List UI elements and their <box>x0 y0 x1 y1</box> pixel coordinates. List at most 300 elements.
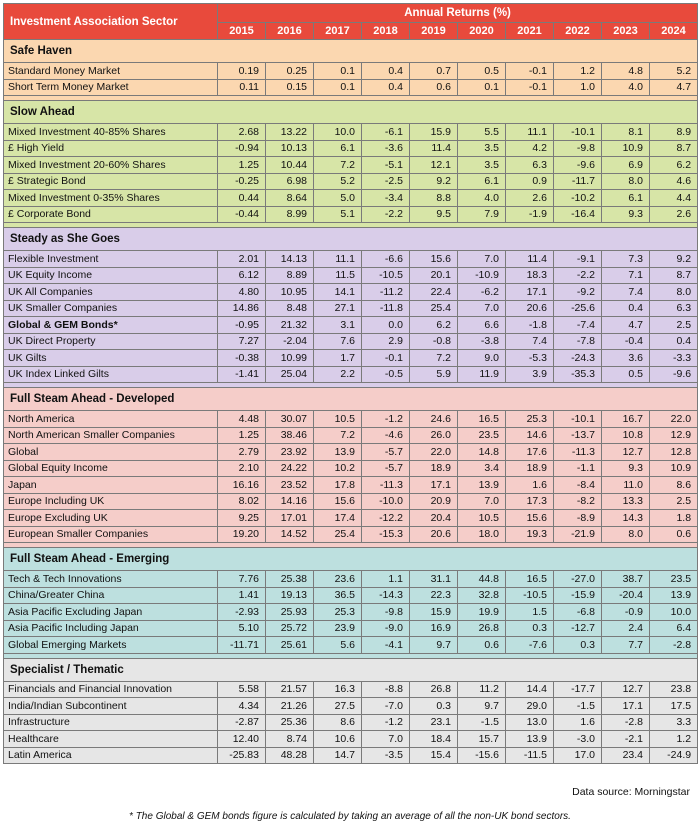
return-value-cell: -10.1 <box>554 411 602 428</box>
return-value-cell: -0.25 <box>218 173 266 190</box>
sector-name: China/Greater China <box>4 587 218 604</box>
return-value-cell: 4.80 <box>218 284 266 301</box>
return-value-cell: 13.3 <box>602 493 650 510</box>
return-value-cell: -6.2 <box>458 284 506 301</box>
year-header: 2018 <box>362 23 410 40</box>
table-row <box>4 526 698 543</box>
return-value-cell: 0.5 <box>458 63 506 80</box>
return-value-cell: -1.5 <box>458 714 506 731</box>
return-value-cell: 8.6 <box>314 714 362 731</box>
table-row <box>4 587 698 604</box>
sector-name: Global <box>4 444 218 461</box>
return-value-cell: 2.5 <box>650 493 698 510</box>
return-value-cell: 17.4 <box>314 510 362 527</box>
sector-name: North American Smaller Companies <box>4 427 218 444</box>
return-value-cell: 5.9 <box>410 366 458 383</box>
section-header-row <box>4 388 698 411</box>
return-value-cell: 14.13 <box>266 251 314 268</box>
return-value-cell: 13.0 <box>506 714 554 731</box>
sector-name: Mixed Investment 40-85% Shares <box>4 124 218 141</box>
return-value-cell: 3.3 <box>650 714 698 731</box>
sector-name: Short Term Money Market <box>4 79 218 96</box>
return-value-cell: 5.6 <box>314 637 362 654</box>
year-header: 2024 <box>650 23 698 40</box>
return-value-cell: 9.3 <box>602 460 650 477</box>
return-value-cell: 2.79 <box>218 444 266 461</box>
return-value-cell: -5.1 <box>362 157 410 174</box>
return-value-cell: -0.1 <box>506 63 554 80</box>
return-value-cell: 10.8 <box>602 427 650 444</box>
return-value-cell: -11.3 <box>362 477 410 494</box>
return-value-cell: -1.9 <box>506 206 554 223</box>
return-value-cell: 20.1 <box>410 267 458 284</box>
return-value-cell: 18.9 <box>410 460 458 477</box>
return-value-cell: -21.9 <box>554 526 602 543</box>
return-value-cell: 15.6 <box>410 251 458 268</box>
return-value-cell: 23.5 <box>650 571 698 588</box>
return-value-cell: 14.1 <box>314 284 362 301</box>
table-row <box>4 460 698 477</box>
return-value-cell: 8.6 <box>650 477 698 494</box>
return-value-cell: -9.6 <box>554 157 602 174</box>
return-value-cell: 4.48 <box>218 411 266 428</box>
table-row <box>4 747 698 764</box>
return-value-cell: 25.4 <box>410 300 458 317</box>
return-value-cell: 8.02 <box>218 493 266 510</box>
return-value-cell: 1.2 <box>554 63 602 80</box>
return-value-cell: 3.6 <box>602 350 650 367</box>
return-value-cell: 7.2 <box>314 427 362 444</box>
return-value-cell: 8.0 <box>650 284 698 301</box>
return-value-cell: -14.3 <box>362 587 410 604</box>
sector-name: Standard Money Market <box>4 63 218 80</box>
return-value-cell: 11.5 <box>314 267 362 284</box>
year-header: 2023 <box>602 23 650 40</box>
table-row <box>4 190 698 207</box>
return-value-cell: 25.38 <box>266 571 314 588</box>
sector-name: UK Index Linked Gilts <box>4 366 218 383</box>
return-value-cell: -0.44 <box>218 206 266 223</box>
return-value-cell: -11.7 <box>554 173 602 190</box>
return-value-cell: -13.7 <box>554 427 602 444</box>
return-value-cell: 7.6 <box>314 333 362 350</box>
year-header: 2015 <box>218 23 266 40</box>
return-value-cell: 10.95 <box>266 284 314 301</box>
return-value-cell: 1.25 <box>218 157 266 174</box>
return-value-cell: 0.6 <box>650 526 698 543</box>
return-value-cell: 0.7 <box>410 63 458 80</box>
return-value-cell: 26.8 <box>458 620 506 637</box>
return-value-cell: -8.8 <box>362 681 410 698</box>
annual-returns-header: Annual Returns (%) <box>218 4 698 23</box>
sector-name: UK Smaller Companies <box>4 300 218 317</box>
return-value-cell: 5.2 <box>650 63 698 80</box>
table-row <box>4 300 698 317</box>
table-row <box>4 637 698 654</box>
table-row <box>4 79 698 96</box>
return-value-cell: 15.7 <box>458 731 506 748</box>
return-value-cell: 0.1 <box>458 79 506 96</box>
return-value-cell: 14.6 <box>506 427 554 444</box>
return-value-cell: 15.6 <box>314 493 362 510</box>
return-value-cell: 14.16 <box>266 493 314 510</box>
return-value-cell: 6.1 <box>458 173 506 190</box>
section-header-row <box>4 40 698 63</box>
return-value-cell: 4.4 <box>650 190 698 207</box>
sector-name: £ High Yield <box>4 140 218 157</box>
return-value-cell: 30.07 <box>266 411 314 428</box>
sector-name: Latin America <box>4 747 218 764</box>
return-value-cell: -4.1 <box>362 637 410 654</box>
return-value-cell: 0.1 <box>314 63 362 80</box>
return-value-cell: 6.1 <box>314 140 362 157</box>
table-row <box>4 571 698 588</box>
sector-column-header: Investment Association Sector <box>4 4 218 40</box>
return-value-cell: 16.9 <box>410 620 458 637</box>
return-value-cell: 25.04 <box>266 366 314 383</box>
return-value-cell: 23.6 <box>314 571 362 588</box>
return-value-cell: -9.2 <box>554 284 602 301</box>
return-value-cell: 25.3 <box>314 604 362 621</box>
return-value-cell: 0.19 <box>218 63 266 80</box>
return-value-cell: 23.92 <box>266 444 314 461</box>
section-title: Full Steam Ahead - Developed <box>4 388 698 411</box>
return-value-cell: 22.0 <box>650 411 698 428</box>
sector-name: Global Emerging Markets <box>4 637 218 654</box>
table-row <box>4 173 698 190</box>
return-value-cell: 1.1 <box>362 571 410 588</box>
return-value-cell: 0.4 <box>362 63 410 80</box>
return-value-cell: 9.5 <box>410 206 458 223</box>
return-value-cell: 4.34 <box>218 698 266 715</box>
return-value-cell: 20.6 <box>410 526 458 543</box>
footnote: * The Global & GEM bonds figure is calculated by taking an average of all the non-UK bond sectors. <box>129 811 571 822</box>
return-value-cell: -6.8 <box>554 604 602 621</box>
table-row <box>4 731 698 748</box>
data-source-note: Data source: Morningstar <box>572 786 690 798</box>
return-value-cell: 9.0 <box>458 350 506 367</box>
return-value-cell: -11.71 <box>218 637 266 654</box>
return-value-cell: 2.01 <box>218 251 266 268</box>
return-value-cell: -10.0 <box>362 493 410 510</box>
return-value-cell: -11.2 <box>362 284 410 301</box>
table-row <box>4 124 698 141</box>
return-value-cell: 10.0 <box>650 604 698 621</box>
return-value-cell: 27.5 <box>314 698 362 715</box>
return-value-cell: 1.8 <box>650 510 698 527</box>
return-value-cell: -15.9 <box>554 587 602 604</box>
return-value-cell: 4.6 <box>650 173 698 190</box>
return-value-cell: -2.1 <box>602 731 650 748</box>
return-value-cell: 26.0 <box>410 427 458 444</box>
sector-name: North America <box>4 411 218 428</box>
section-title: Full Steam Ahead - Emerging <box>4 548 698 571</box>
return-value-cell: 36.5 <box>314 587 362 604</box>
return-value-cell: -10.5 <box>362 267 410 284</box>
return-value-cell: 1.41 <box>218 587 266 604</box>
year-header: 2017 <box>314 23 362 40</box>
return-value-cell: 13.9 <box>506 731 554 748</box>
sector-name: Asia Pacific Including Japan <box>4 620 218 637</box>
return-value-cell: 11.1 <box>506 124 554 141</box>
return-value-cell: 2.2 <box>314 366 362 383</box>
return-value-cell: 0.25 <box>266 63 314 80</box>
return-value-cell: 0.44 <box>218 190 266 207</box>
sector-name: UK Gilts <box>4 350 218 367</box>
return-value-cell: 6.6 <box>458 317 506 334</box>
return-value-cell: 10.6 <box>314 731 362 748</box>
return-value-cell: 0.6 <box>410 79 458 96</box>
section-title: Specialist / Thematic <box>4 658 698 681</box>
annual-returns-table <box>3 3 698 764</box>
return-value-cell: 20.4 <box>410 510 458 527</box>
sector-name: Mixed Investment 0-35% Shares <box>4 190 218 207</box>
return-value-cell: -7.0 <box>362 698 410 715</box>
return-value-cell: 8.7 <box>650 267 698 284</box>
return-value-cell: 24.22 <box>266 460 314 477</box>
return-value-cell: 32.8 <box>458 587 506 604</box>
return-value-cell: 4.2 <box>506 140 554 157</box>
sector-name: Flexible Investment <box>4 251 218 268</box>
return-value-cell: -20.4 <box>602 587 650 604</box>
return-value-cell: 26.8 <box>410 681 458 698</box>
return-value-cell: -0.5 <box>362 366 410 383</box>
return-value-cell: 12.40 <box>218 731 266 748</box>
return-value-cell: -0.8 <box>410 333 458 350</box>
sector-name: Financials and Financial Innovation <box>4 681 218 698</box>
sector-name: European Smaller Companies <box>4 526 218 543</box>
return-value-cell: 0.4 <box>362 79 410 96</box>
return-value-cell: 6.3 <box>650 300 698 317</box>
return-value-cell: -8.2 <box>554 493 602 510</box>
return-value-cell: 1.25 <box>218 427 266 444</box>
return-value-cell: -0.94 <box>218 140 266 157</box>
year-header: 2016 <box>266 23 314 40</box>
return-value-cell: 8.99 <box>266 206 314 223</box>
return-value-cell: -1.5 <box>554 698 602 715</box>
return-value-cell: -25.6 <box>554 300 602 317</box>
return-value-cell: 8.8 <box>410 190 458 207</box>
section-title: Slow Ahead <box>4 101 698 124</box>
return-value-cell: 21.32 <box>266 317 314 334</box>
return-value-cell: -0.1 <box>506 79 554 96</box>
return-value-cell: 9.2 <box>650 251 698 268</box>
return-value-cell: 8.1 <box>602 124 650 141</box>
return-value-cell: 2.4 <box>602 620 650 637</box>
year-header: 2019 <box>410 23 458 40</box>
return-value-cell: 16.5 <box>506 571 554 588</box>
return-value-cell: -25.83 <box>218 747 266 764</box>
return-value-cell: 23.4 <box>602 747 650 764</box>
return-value-cell: 10.13 <box>266 140 314 157</box>
table-row <box>4 333 698 350</box>
return-value-cell: 7.0 <box>458 251 506 268</box>
return-value-cell: 9.25 <box>218 510 266 527</box>
return-value-cell: 20.9 <box>410 493 458 510</box>
return-value-cell: -0.1 <box>362 350 410 367</box>
return-value-cell: 10.9 <box>602 140 650 157</box>
return-value-cell: 1.6 <box>554 714 602 731</box>
return-value-cell: 15.9 <box>410 604 458 621</box>
return-value-cell: 13.9 <box>650 587 698 604</box>
return-value-cell: 10.0 <box>314 124 362 141</box>
return-value-cell: 16.5 <box>458 411 506 428</box>
section-header-row <box>4 658 698 681</box>
return-value-cell: 8.89 <box>266 267 314 284</box>
return-value-cell: 10.2 <box>314 460 362 477</box>
return-value-cell: 2.5 <box>650 317 698 334</box>
sector-name: UK Direct Property <box>4 333 218 350</box>
section-header-row <box>4 228 698 251</box>
sector-name: Tech & Tech Innovations <box>4 571 218 588</box>
table-row <box>4 444 698 461</box>
return-value-cell: -2.04 <box>266 333 314 350</box>
return-value-cell: 19.20 <box>218 526 266 543</box>
return-value-cell: 0.5 <box>602 366 650 383</box>
return-value-cell: 18.3 <box>506 267 554 284</box>
sector-name: Healthcare <box>4 731 218 748</box>
return-value-cell: -16.4 <box>554 206 602 223</box>
return-value-cell: 9.2 <box>410 173 458 190</box>
return-value-cell: 25.93 <box>266 604 314 621</box>
returns-table-container <box>3 3 697 764</box>
return-value-cell: 5.0 <box>314 190 362 207</box>
return-value-cell: 0.3 <box>506 620 554 637</box>
return-value-cell: -2.8 <box>602 714 650 731</box>
table-row <box>4 206 698 223</box>
return-value-cell: 31.1 <box>410 571 458 588</box>
return-value-cell: 3.5 <box>458 157 506 174</box>
return-value-cell: 3.5 <box>458 140 506 157</box>
return-value-cell: 8.7 <box>650 140 698 157</box>
return-value-cell: -10.1 <box>554 124 602 141</box>
return-value-cell: 6.3 <box>506 157 554 174</box>
return-value-cell: 5.1 <box>314 206 362 223</box>
return-value-cell: -9.1 <box>554 251 602 268</box>
return-value-cell: 7.7 <box>602 637 650 654</box>
return-value-cell: 17.1 <box>506 284 554 301</box>
return-value-cell: 22.0 <box>410 444 458 461</box>
table-row <box>4 284 698 301</box>
return-value-cell: 2.6 <box>650 206 698 223</box>
return-value-cell: 7.27 <box>218 333 266 350</box>
return-value-cell: 3.9 <box>506 366 554 383</box>
return-value-cell: 4.8 <box>602 63 650 80</box>
return-value-cell: -5.7 <box>362 444 410 461</box>
return-value-cell: 6.1 <box>602 190 650 207</box>
return-value-cell: 17.6 <box>506 444 554 461</box>
return-value-cell: -9.8 <box>554 140 602 157</box>
return-value-cell: 25.4 <box>314 526 362 543</box>
return-value-cell: 5.10 <box>218 620 266 637</box>
return-value-cell: 16.3 <box>314 681 362 698</box>
section-title: Safe Haven <box>4 40 698 63</box>
return-value-cell: -1.1 <box>554 460 602 477</box>
return-value-cell: 1.2 <box>650 731 698 748</box>
return-value-cell: 19.3 <box>506 526 554 543</box>
sector-name: Europe Excluding UK <box>4 510 218 527</box>
return-value-cell: 44.8 <box>458 571 506 588</box>
return-value-cell: 7.0 <box>458 493 506 510</box>
sector-name: £ Strategic Bond <box>4 173 218 190</box>
return-value-cell: 17.3 <box>506 493 554 510</box>
sector-name: Global Equity Income <box>4 460 218 477</box>
return-value-cell: -3.8 <box>458 333 506 350</box>
return-value-cell: 12.9 <box>650 427 698 444</box>
return-value-cell: 29.0 <box>506 698 554 715</box>
table-row <box>4 714 698 731</box>
return-value-cell: -7.4 <box>554 317 602 334</box>
return-value-cell: 9.7 <box>458 698 506 715</box>
return-value-cell: -5.3 <box>506 350 554 367</box>
return-value-cell: -1.2 <box>362 714 410 731</box>
sector-name: Mixed Investment 20-60% Shares <box>4 157 218 174</box>
table-row <box>4 366 698 383</box>
return-value-cell: 24.6 <box>410 411 458 428</box>
return-value-cell: 0.1 <box>314 79 362 96</box>
return-value-cell: 38.7 <box>602 571 650 588</box>
return-value-cell: -2.8 <box>650 637 698 654</box>
year-header: 2020 <box>458 23 506 40</box>
return-value-cell: 14.7 <box>314 747 362 764</box>
return-value-cell: 2.68 <box>218 124 266 141</box>
return-value-cell: 21.26 <box>266 698 314 715</box>
return-value-cell: 14.3 <box>602 510 650 527</box>
return-value-cell: 8.0 <box>602 173 650 190</box>
return-value-cell: 11.0 <box>602 477 650 494</box>
return-value-cell: 0.9 <box>506 173 554 190</box>
return-value-cell: 0.4 <box>602 300 650 317</box>
return-value-cell: -12.7 <box>554 620 602 637</box>
return-value-cell: -10.5 <box>506 587 554 604</box>
return-value-cell: -2.2 <box>554 267 602 284</box>
return-value-cell: -15.3 <box>362 526 410 543</box>
return-value-cell: -1.2 <box>362 411 410 428</box>
return-value-cell: 21.57 <box>266 681 314 698</box>
return-value-cell: 12.1 <box>410 157 458 174</box>
return-value-cell: -8.4 <box>554 477 602 494</box>
return-value-cell: 17.1 <box>602 698 650 715</box>
return-value-cell: -0.9 <box>602 604 650 621</box>
return-value-cell: 17.8 <box>314 477 362 494</box>
return-value-cell: 4.0 <box>602 79 650 96</box>
return-value-cell: -7.6 <box>506 637 554 654</box>
return-value-cell: 0.4 <box>650 333 698 350</box>
table-row <box>4 251 698 268</box>
return-value-cell: -2.87 <box>218 714 266 731</box>
return-value-cell: -3.3 <box>650 350 698 367</box>
year-header: 2021 <box>506 23 554 40</box>
return-value-cell: 25.36 <box>266 714 314 731</box>
return-value-cell: 11.4 <box>410 140 458 157</box>
table-row <box>4 698 698 715</box>
table-row <box>4 63 698 80</box>
return-value-cell: 1.6 <box>506 477 554 494</box>
return-value-cell: -11.3 <box>554 444 602 461</box>
return-value-cell: -17.7 <box>554 681 602 698</box>
sector-name: UK All Companies <box>4 284 218 301</box>
return-value-cell: -1.41 <box>218 366 266 383</box>
table-row <box>4 681 698 698</box>
return-value-cell: 16.7 <box>602 411 650 428</box>
return-value-cell: 17.01 <box>266 510 314 527</box>
return-value-cell: 14.52 <box>266 526 314 543</box>
sector-name: £ Corporate Bond <box>4 206 218 223</box>
return-value-cell: -6.1 <box>362 124 410 141</box>
return-value-cell: 5.5 <box>458 124 506 141</box>
return-value-cell: 0.6 <box>458 637 506 654</box>
return-value-cell: -27.0 <box>554 571 602 588</box>
